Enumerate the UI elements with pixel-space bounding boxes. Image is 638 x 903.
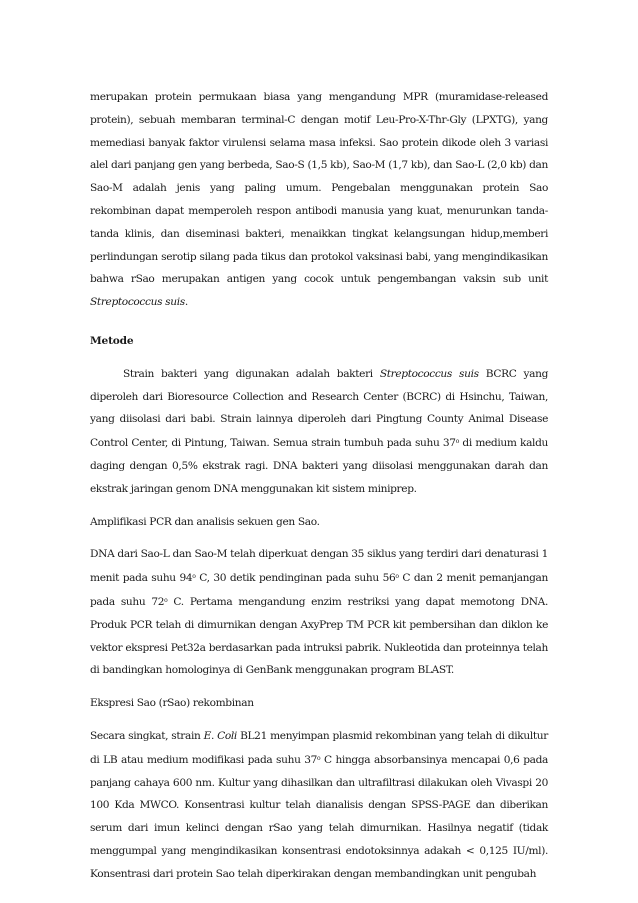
paragraph-ekspresi [90,725,548,886]
subheading-ekspresi: Ekspresi Sao (rSao) rekombinan [90,697,254,710]
paragraph-metode [90,363,548,501]
paragraph-metode-text-a: Strain bakteri yang digunakan adalah bakteri [123,367,380,380]
degree-symbol: o [395,573,399,581]
paragraph-metode-text-c: di medium kaldu daging dengan 0,5% ekstrak ragi. DNA bakteri yang diisolasi menggunakan darah dan ekstrak jaringan genom DNA menggunakan kit sistem miniprep. [90,437,548,495]
paragraph-pcr-text-c: C dan 2 menit pemanjangan pada suhu 72 [90,572,549,608]
paragraph-pcr-text-b: C, 30 detik pendinginan pada suhu 56 [195,572,396,585]
species-name: Streptococcus suis [379,367,479,380]
paragraph-pcr-text-a: DNA dari Sao-L dan Sao-M telah diperkuat dengan 35 siklus yang terdiri dari denaturasi 1 menit pada suhu 94 [90,548,548,585]
paragraph-pcr-text-d: C. Pertama mengandung enzim restriksi yang dapat memotong DNA. Produk PCR telah di dimurnikan dengan AxyPrep TM PCR kit pembersihan dan diklon ke vektor ekspresi Pet32a berdasarkan pada intruksi pabrik. Nukleotida dan proteinnya telah di bandingkan homologinya di GenBank menggunakan program BLAST. [90,595,548,677]
paragraph-intro-text: merupakan protein permukaan biasa yang mengandung MPR (muramidase-released protein), sebuah membaran terminal-C dengan motif Leu-Pro-X-Thr-Gly (LPXTG), yang memediasi banyak faktor virulensi selama masa infeksi. Sao protein dikode oleh 3 variasi alel dari panjang gen yang berbeda, Sao-S (1,5 kb), Sao-M (1,7 kb), dan Sao-L (2,0 kb) dan Sao-M adalah jenis yang paling umum. Pengebalan menggunakan protein Sao rekombinan dapat memperoleh respon antibodi manusia yang kuat, menurunkan tanda-tanda klinis, dan diseminasi bakteri, menaikkan tingkat kelangsungan hidup,memberi perlindungan serotip silang pada tikus dan protokol vaksinasi babi, yang mengindikasikan bahwa rSao merupakan antigen yang cocok untuk pengembangan vaksin sub unit [90,91,548,286]
document-page [90,86,548,886]
section-heading-metode: Metode [90,334,134,347]
paragraph-ekspresi-text-c: C hingga absorbansinya mencapai 0,6 pada panjang cahaya 600 nm. Kultur yang dihasilkan dan ultrafiltrasi dilakukan oleh Vivaspi 20 100 Kda MWCO. Konsentrasi kultur telah dianalisis dengan SPSS-PAGE dan diberikan serum dari imun kelinci dengan rSao yang telah dimurnikan. Hasilnya negatif (tidak menggumpal yang mengindikasikan konsentrasi endotoksinnya adakah < 0,125 IU/ml). Konsentrasi dari protein Sao telah diperkirakan dengan membandingkan unit pengubah [90,753,548,880]
paragraph-metode-text-b: BCRC yang diperoleh dari Bioresource Collection and Research Center (BCRC) di Hsinchu, Taiwan, yang diisolasi dari babi. Strain lainnya diperoleh dari Pingtung County Animal Disease Control Center, di Pintung, Taiwan. Semua strain tumbuh pada suhu 37 [90,367,549,450]
paragraph-ekspresi-text-b: BL21 menyimpan plasmid rekombinan yang telah di dikultur di LB atau medium modifikasi pada suhu 37 [90,729,548,766]
subheading-pcr: Amplifikasi PCR dan analisis sekuen gen Sao. [90,515,320,528]
degree-symbol: o [455,438,459,446]
paragraph-intro [90,86,548,314]
degree-symbol: o [317,754,321,762]
species-name: Streptococcus suis [90,296,185,309]
paragraph-pcr [90,543,548,682]
degree-symbol: o [164,596,168,604]
paragraph-intro-end: . [184,296,188,309]
species-name: E. Coli [203,729,237,742]
paragraph-ekspresi-text-a: Secara singkat, strain [90,729,204,742]
degree-symbol: o [192,573,196,581]
